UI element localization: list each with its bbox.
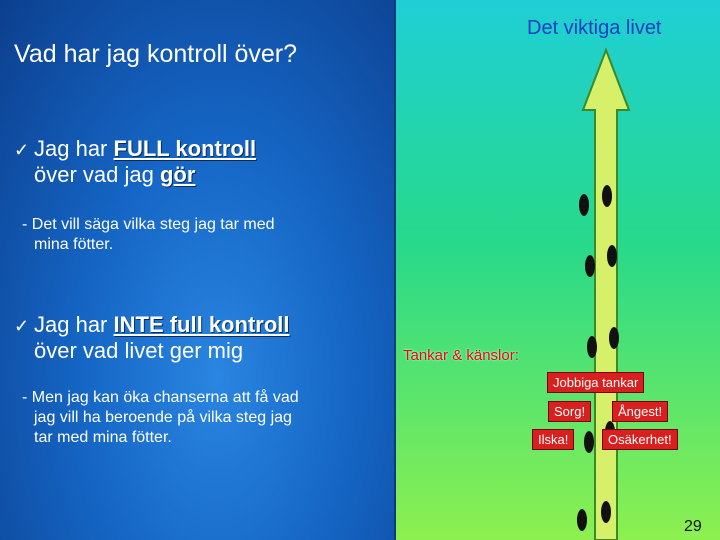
- box-sorg: Sorg!: [548, 401, 591, 422]
- page-number: 29: [684, 518, 702, 535]
- bullet2-prefix: Jag har: [34, 312, 114, 337]
- tankar-label: Tankar & känslor:: [403, 347, 519, 364]
- check-icon: ✓: [14, 316, 30, 336]
- bullet1-prefix: Jag har: [34, 136, 114, 161]
- bullet2-line2: över vad livet ger mig: [34, 338, 244, 363]
- bullet1-emph: FULL kontroll: [113, 136, 257, 161]
- box-ilska: Ilska!: [532, 429, 574, 450]
- bullet1-line2-emph: gör: [159, 162, 196, 187]
- right-title: Det viktiga livet: [527, 17, 662, 39]
- sub2-line1: - Men jag kan öka chanserna att få vad: [22, 389, 299, 406]
- sub2-line2: jag vill ha beroende på vilka steg jag: [34, 409, 292, 426]
- slide-title: Vad har jag kontroll över?: [14, 40, 298, 68]
- check-icon: ✓: [14, 140, 30, 160]
- bullet2-emph: INTE full kontroll: [113, 312, 290, 337]
- sub1-line1: - Det vill säga vilka steg jag tar med: [22, 216, 275, 233]
- sub2-line3: tar med mina fötter.: [34, 429, 172, 446]
- sub1-line2: mina fötter.: [34, 236, 114, 253]
- box-jobbiga-tankar: Jobbiga tankar: [547, 372, 644, 393]
- arrow-up-icon: [583, 50, 629, 540]
- box-angest: Ångest!: [612, 401, 668, 422]
- box-osakerhet: Osäkerhet!: [602, 429, 678, 450]
- bullet1-line2-prefix: över vad jag: [34, 162, 160, 187]
